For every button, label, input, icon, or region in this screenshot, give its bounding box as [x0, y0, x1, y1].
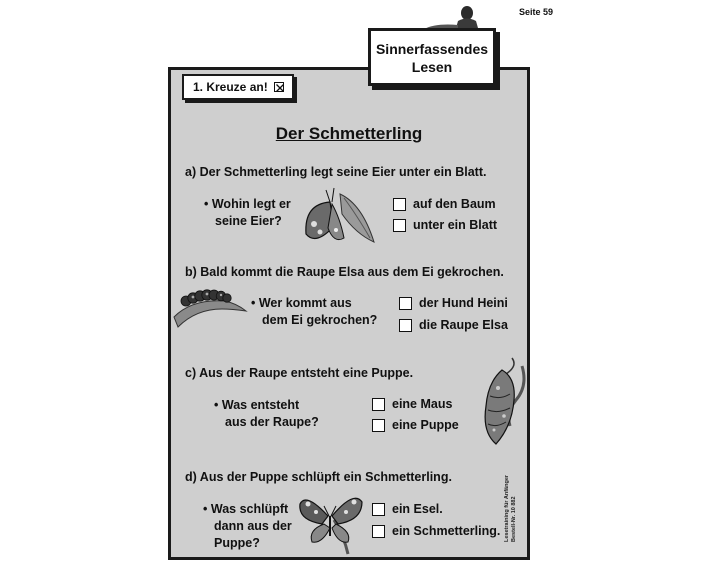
- option-c-1[interactable]: [372, 397, 452, 411]
- question-c-line-1: Was entsteht: [221, 398, 300, 412]
- option-c-1-label: eine Maus: [392, 397, 453, 411]
- butterfly-on-leaf-icon: [300, 184, 382, 248]
- option-b-2-label: die Raupe Elsa: [419, 318, 508, 332]
- question-a-line-1: Wohin legt er: [211, 197, 291, 211]
- header-line-2: Lesen: [411, 59, 453, 75]
- statement-a: a) Der Schmetterling legt seine Eier unter ein Blatt.: [185, 165, 487, 179]
- question-b: • Wer kommt aus dem Ei gekrochen?: [251, 296, 378, 327]
- instruction-text: 1. Kreuze an!: [193, 80, 268, 94]
- option-b-1[interactable]: [399, 296, 508, 310]
- checkbox-icon[interactable]: [372, 525, 385, 538]
- option-b-2[interactable]: [399, 318, 508, 332]
- checked-box-icon: [274, 82, 284, 92]
- checkbox-icon[interactable]: [372, 503, 385, 516]
- option-c-2-label: eine Puppe: [392, 418, 459, 432]
- checkbox-icon[interactable]: [399, 297, 412, 310]
- question-c: • Was entsteht aus der Raupe?: [214, 398, 319, 429]
- page-number: Seite 59: [519, 7, 554, 17]
- question-a-line-2: seine Eier?: [215, 214, 282, 228]
- header-line-1: Sinnerfassendes: [375, 41, 489, 57]
- checkbox-icon[interactable]: [393, 219, 406, 232]
- question-b-line-1: Wer kommt aus: [258, 296, 352, 310]
- question-a: • Wohin legt er seine Eier?: [204, 197, 291, 228]
- instruction-box: [182, 74, 294, 100]
- worksheet-title: Der Schmetterling: [275, 124, 423, 143]
- publisher-imprint: [504, 452, 530, 542]
- question-d: • Was schlüpft dann aus der Puppe?: [203, 502, 292, 550]
- butterfly-hatching-icon: [298, 486, 364, 556]
- question-d-line-1: Was schlüpft: [210, 502, 289, 516]
- caterpillar-icon: [172, 287, 248, 329]
- option-d-1-label: ein Esel.: [392, 502, 443, 516]
- option-d-1[interactable]: [372, 502, 443, 516]
- option-c-2[interactable]: [372, 418, 459, 432]
- option-a-1-label: auf den Baum: [413, 197, 496, 211]
- statement-d: d) Aus der Puppe schlüpft ein Schmetterling.: [185, 470, 452, 484]
- question-c-line-2: aus der Raupe?: [225, 415, 319, 429]
- option-d-2-label: ein Schmetterling.: [392, 524, 501, 538]
- option-a-1[interactable]: [393, 197, 496, 211]
- question-b-line-2: dem Ei gekrochen?: [262, 313, 378, 327]
- option-a-2-label: unter ein Blatt: [413, 218, 498, 232]
- checkbox-icon[interactable]: [399, 319, 412, 332]
- pupa-icon: [476, 356, 528, 448]
- question-d-line-3: Puppe?: [214, 536, 260, 550]
- statement-b: b) Bald kommt die Raupe Elsa aus dem Ei gekrochen.: [185, 265, 504, 279]
- header-box: [368, 28, 496, 86]
- question-d-line-2: dann aus der: [214, 519, 292, 533]
- checkbox-icon[interactable]: [393, 198, 406, 211]
- option-a-2[interactable]: [393, 218, 497, 232]
- checkbox-icon[interactable]: [372, 419, 385, 432]
- checkbox-icon[interactable]: [372, 398, 385, 411]
- imprint-line-1: Lesetraining für Anfänger: [504, 474, 510, 542]
- option-d-2[interactable]: [372, 524, 500, 538]
- option-b-1-label: der Hund Heini: [419, 296, 508, 310]
- statement-c: c) Aus der Raupe entsteht eine Puppe.: [185, 366, 414, 380]
- imprint-line-2: Bestell-Nr. 10 882: [511, 496, 517, 542]
